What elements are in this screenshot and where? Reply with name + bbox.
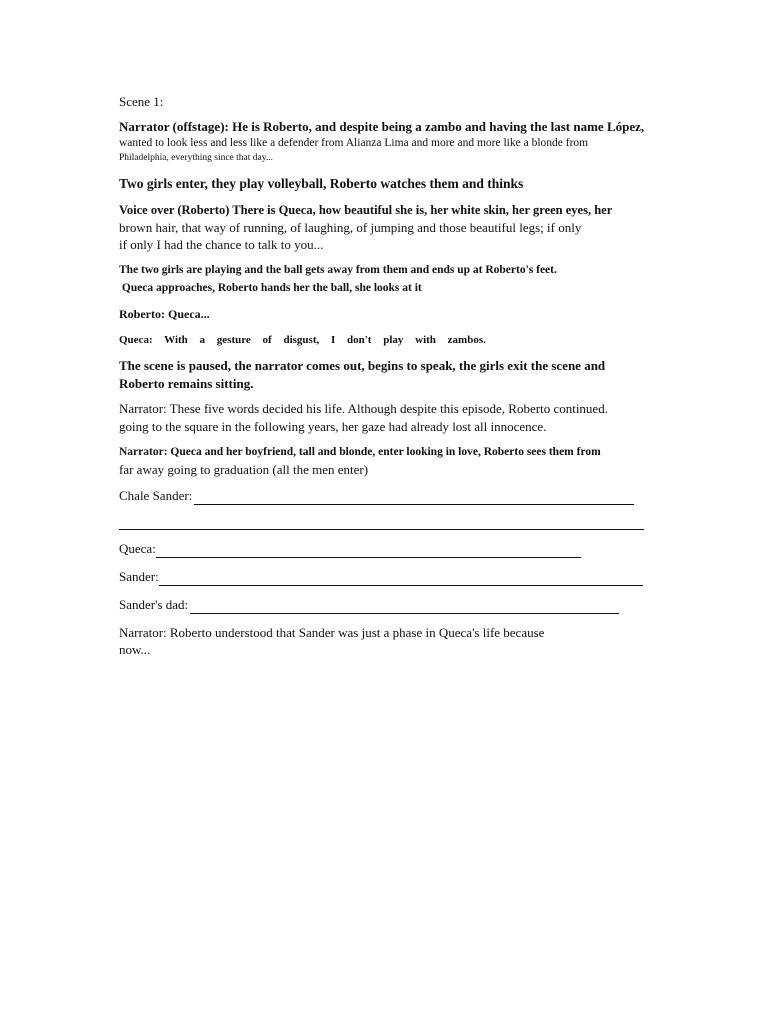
voice-over-roberto — [119, 201, 719, 253]
voice-over-line-1: Voice over (Roberto) There is Queca, how beautiful she is, her white skin, her green eyes, her — [119, 203, 613, 217]
narrator-intro — [119, 119, 719, 165]
queca-blank[interactable] — [156, 543, 581, 558]
narrator-boyfriend — [119, 443, 719, 479]
narrator-boyfriend-line-1: Narrator: Queca and her boyfriend, tall and blonde, enter looking in love, Roberto sees them from — [119, 446, 601, 458]
narrator-final-line-1: Narrator: Roberto understood that Sander was just a phase in Queca's life because — [119, 625, 545, 640]
stage-direction-paused-line-2: Roberto remains sitting. — [119, 376, 254, 391]
voice-over-line-3: if only I had the chance to talk to you... — [119, 237, 324, 252]
stage-direction-ball-line-2: Queca approaches, Roberto hands her the ball, she looks at it — [119, 282, 422, 294]
scene-heading-text: Scene 1: — [119, 94, 164, 109]
chale-sander-blank[interactable] — [194, 490, 634, 505]
stage-direction-paused — [119, 357, 719, 393]
narrator-decided — [119, 400, 719, 436]
narrator-decided-line-1: Narrator: These five words decided his life. Although despite this episode, Roberto continued. — [119, 401, 608, 416]
roberto-dialogue-text: Roberto: Queca... — [119, 307, 210, 321]
narrator-intro-line-3: Philadelphia, everything since that day... — [119, 153, 273, 163]
queca-label: Queca: — [119, 541, 156, 556]
stage-direction-paused-line-1: The scene is paused, the narrator comes out, begins to speak, the girls exit the scene and — [119, 358, 606, 373]
chale-sander-fill-line — [119, 487, 719, 505]
extra-blank[interactable] — [119, 515, 644, 530]
scene-heading — [119, 94, 719, 110]
queca-dialogue-text: Queca: With a gesture of disgust, I don't play with zambos. — [119, 334, 486, 346]
roberto-dialogue — [119, 305, 719, 323]
narrator-intro-line-2: wanted to look less and less like a defender from Alianza Lima and more and more like a blonde from — [119, 137, 589, 149]
narrator-intro-line-1: Narrator (offstage): He is Roberto, and despite being a zambo and having the last name López, — [119, 119, 645, 134]
narrator-final — [119, 624, 719, 658]
sander-label: Sander: — [119, 569, 159, 584]
stage-direction-ball — [119, 261, 719, 297]
narrator-final-line-2: now... — [119, 642, 151, 657]
script-page — [119, 94, 719, 658]
chale-sander-label: Chale Sander: — [119, 488, 193, 503]
queca-dialogue — [119, 332, 719, 348]
voice-over-line-2: brown hair, that way of running, of laughing, of jumping and those beautiful legs; if only — [119, 220, 582, 235]
sander-blank[interactable] — [159, 571, 643, 586]
sanders-dad-label: Sander's dad: — [119, 597, 189, 612]
narrator-boyfriend-line-2: far away going to graduation (all the men enter) — [119, 462, 369, 477]
stage-direction-girls-enter-text: Two girls enter, they play volleyball, Roberto watches them and thinks — [119, 176, 524, 191]
narrator-decided-line-2: going to the square in the following years, her gaze had already lost all innocence. — [119, 419, 547, 434]
queca-fill-line — [119, 540, 719, 558]
sanders-dad-blank[interactable] — [190, 599, 619, 614]
blank-fill-line — [119, 515, 719, 530]
stage-direction-girls-enter — [119, 175, 719, 193]
sander-fill-line — [119, 568, 719, 586]
sanders-dad-fill-line — [119, 596, 719, 614]
stage-direction-ball-line-1: The two girls are playing and the ball gets away from them and ends up at Roberto's feet. — [119, 264, 557, 276]
